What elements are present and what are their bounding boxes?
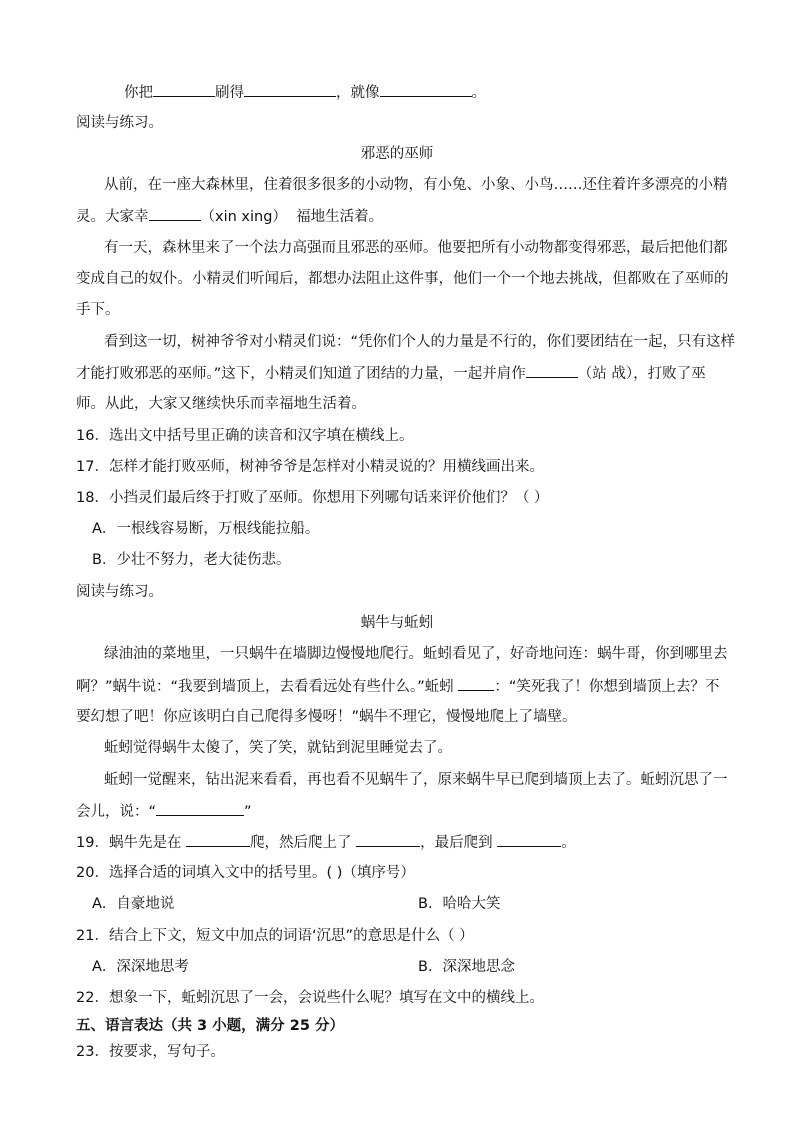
question-17: 17．怎样才能打败巫师，树神爷爷是怎样对小精灵说的？用横线画出来。 [76,459,544,475]
passage-line: 绿油油的菜地里，一只蜗牛在墙脚边慢慢地爬行。蚯蚓看见了，好奇地问连：蜗牛哥，你到哪里去 [104,646,728,662]
passage-line: 蚯蚓觉得蜗牛太傻了，笑了笑，就钻到泥里睡觉去了。 [104,740,452,756]
reading-instruction: 阅读与练习。 [76,115,163,131]
question-18: 18．小挡灵们最后终于打败了巫师。你想用下列哪句话来评价他们？（ ） [76,490,549,506]
answer-blank[interactable] [356,832,420,847]
passage-line: 变成自己的奴仆。小精灵们听闻后，都想办法阻止这件事，他们一个一个地去挑战，但都败在了巫师的 [76,271,729,287]
passage-line: 才能打败邪恶的巫师。”这下，小精灵们知道了团结的力量，一起并肩作 （站 战），打败了巫 [76,363,706,384]
fill-sentence [124,82,486,103]
sentence-part: 刷得 [215,85,244,101]
question-19: 19．蜗牛先是在 爬，然后爬上了 ，最后爬到 。 [76,832,576,853]
passage-line: 看到这一切，树神爷爷对小精灵们说：“凭你们个人的力量是不行的，你们要团结在一起，只有这样 [104,334,736,350]
option-a[interactable]: A．深深地思考 [92,959,189,975]
passage-line: 要幻想了吧！你应该明白自己爬得多慢呀！”蜗牛不理它，慢慢地爬上了墙壁。 [76,709,577,725]
reading-instruction: 阅读与练习。 [76,584,163,600]
answer-blank[interactable] [186,832,250,847]
option-b[interactable]: B．少壮不努力，老大徒伤悲。 [92,552,291,568]
passage-line: 灵。大家幸 （xin xing） 福地生活着。 [76,206,383,227]
answer-blank[interactable] [458,676,494,691]
passage-line: 会儿，说：“ ” [76,801,252,822]
option-b[interactable]: B．哈哈大笑 [418,896,501,912]
question-16: 16．选出文中括号里正确的读音和汉字填在横线上。 [76,428,414,444]
option-b[interactable]: B．深深地思念 [418,959,515,975]
passage-line: 师。从此，大家又继续快乐而幸福地生活着。 [76,396,366,412]
question-23: 23．按要求，写句子。 [76,1044,225,1060]
section-heading: 五、语言表达（共 3 小题，满分 25 分） [76,1018,344,1034]
answer-blank[interactable] [149,206,201,221]
answer-blank[interactable] [244,82,336,97]
option-a[interactable]: A．一根线容易断，万根线能拉船。 [92,521,320,537]
question-22: 22．想象一下，蚯蚓沉思了一会，会说些什么呢？填写在文中的横线上。 [76,990,544,1006]
passage-line: 蚯蚓一觉醒来，钻出泥来看看，再也看不见蜗牛了，原来蜗牛早已爬到墙顶上去了。蚯蚓沉思了一 [104,772,728,788]
question-21: 21．结合上下文，短文中加点的词语‘沉思”的意思是什么（ ） [76,928,474,944]
answer-blank[interactable] [526,363,578,378]
sentence-part: 。 [471,85,486,101]
answer-blank[interactable] [153,82,215,97]
option-a[interactable]: A．自豪地说 [92,896,175,912]
sentence-part: ，就像 [336,85,380,101]
passage-line: 有一天，森林里来了一个法力高强而且邪恶的巫师。他要把所有小动物都变得邪恶，最后把他们都 [104,240,728,256]
passage-line: 手下。 [76,302,120,318]
answer-blank[interactable] [156,801,244,816]
passage-line: 啊？”蜗牛说：“我要到墙顶上，去看看远处有些什么。”蚯蚓 ：“笑死我了！你想到墙顶上去？不 [76,676,719,697]
answer-blank[interactable] [497,832,561,847]
passage-title: 邪恶的巫师 [360,146,434,162]
question-20: 20．选择合适的词填入文中的括号里。( )（填序号） [76,865,415,881]
passage-line: 从前，在一座大森林里，住着很多很多的小动物，有小兔、小象、小鸟……还住着许多漂亮的小精 [104,177,728,193]
pinyin-hint: （xin xing） [200,209,287,225]
passage-title: 蜗牛与蚯蚓 [360,615,434,631]
answer-blank[interactable] [380,82,472,97]
char-choice-hint: （站 战），打败了巫 [577,366,706,382]
sentence-part: 你把 [124,85,153,101]
